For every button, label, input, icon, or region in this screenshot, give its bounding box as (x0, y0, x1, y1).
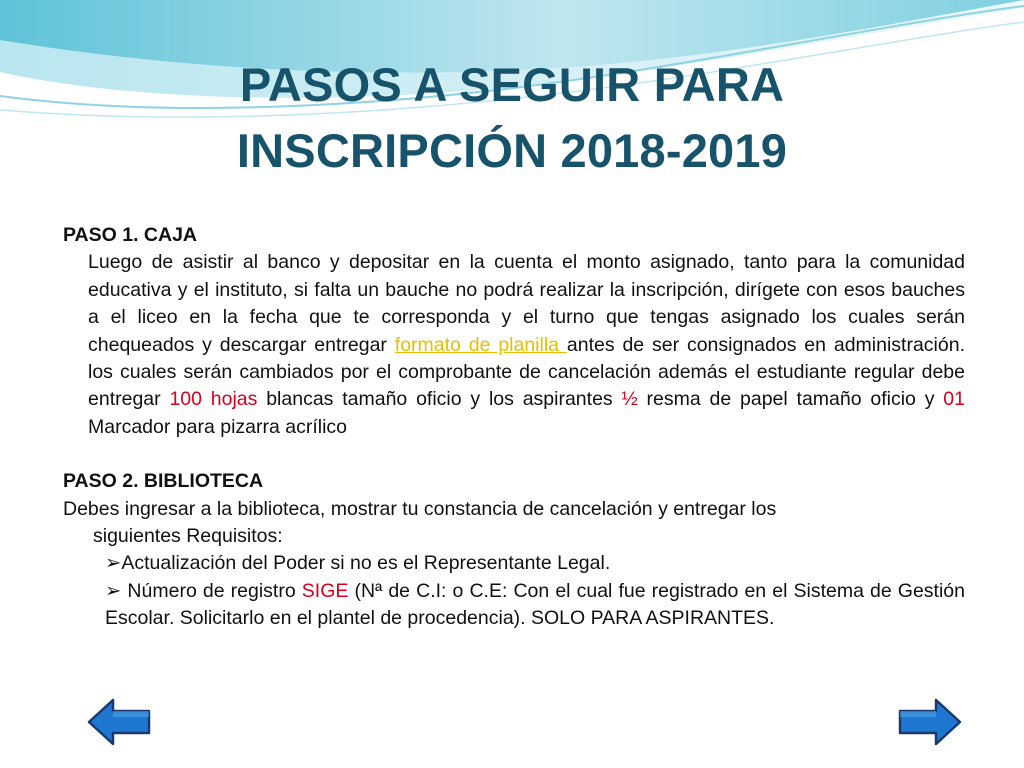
step1-text-c: blancas tamaño oficio y los aspirantes (257, 388, 622, 411)
bullet-arrow-icon: ➢ (105, 579, 122, 602)
planilla-link[interactable]: formato de planilla (394, 333, 567, 356)
slide-body (63, 222, 965, 633)
step1-highlight-half: ½ (621, 388, 638, 411)
arrow-right-icon (898, 697, 962, 747)
arrow-left-icon (87, 697, 151, 747)
step1-text-d: resma de papel tamaño oficio y (637, 388, 944, 411)
step2-intro-line1: Debes ingresar a la biblioteca, mostrar tu constancia de cancelación y entregar los (63, 497, 777, 520)
step1-highlight-hojas: 100 hojas (169, 388, 258, 411)
step1-text-e: Marcador para pizarra acrílico (88, 415, 348, 438)
slide-title (0, 52, 1024, 184)
step2-intro-line2: siguientes Requisitos: (93, 525, 283, 548)
previous-slide-button[interactable] (87, 697, 151, 747)
step-spacer (63, 441, 965, 468)
next-slide-button[interactable] (898, 697, 962, 747)
requirement-text-2b: (Nª de C.I: o C.E: Con el cual fue registrado en el Sistema de Gestión Escolar. Solicitarlo en el plantel de procedencia). SOLO PARA ASPIRANTES. (105, 579, 965, 630)
step1-paragraph (88, 249, 965, 441)
requirement-text-1: Actualización del Poder si no es el Representante Legal. (121, 552, 611, 575)
requirement-item (105, 578, 965, 633)
requirement-text-2a: Número de registro (121, 579, 302, 602)
slide-title-line2: INSCRIPCIÓN 2018-2019 (236, 124, 788, 177)
step1-text-a: Luego de asistir al banco y depositar en la cuenta el monto asignado, tanto para la comunidad educativa y el instituto, si falta un bauche no podrá realizar la inscripción, dirígete con esos bauches a el liceo en la fecha que te corresponda y el turno que tengas asignado los cuales serán chequeados y descargar entregar (88, 251, 965, 356)
bullet-arrow-icon: ➢ (105, 552, 122, 575)
step1-highlight-01: 01 (943, 388, 965, 411)
slide-title-line1: PASOS A SEGUIR PARA (239, 58, 785, 111)
step1-title: PASO 1. CAJA (63, 224, 198, 246)
step1-text-b: antes de ser consignados en administración. los cuales serán cambiados por el comprobante de cancelación además el estudiante regular debe entregar (88, 333, 965, 411)
requirement-item (105, 550, 965, 577)
step2-title: PASO 2. BIBLIOTECA (63, 470, 264, 493)
sige-highlight: SIGE (301, 579, 349, 602)
